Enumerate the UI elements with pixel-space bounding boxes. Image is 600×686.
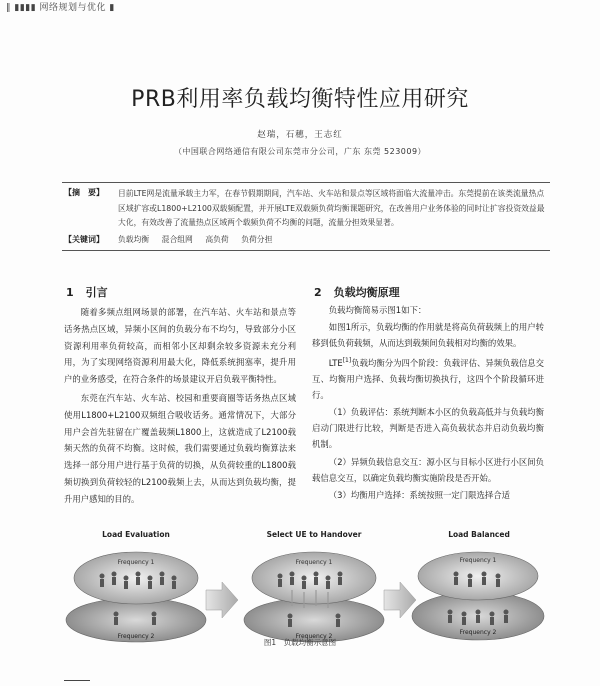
frequency2-label: Frequency 2 xyxy=(459,629,497,636)
paragraph: （2）异频负载信息交互：源小区与目标小区进行小区间负载信息交互，以确定负载均衡实施阶段是否开始。 xyxy=(312,456,544,483)
figure-diagram xyxy=(64,528,546,652)
section2-title: 负载均衡原理 xyxy=(333,286,400,299)
abstract-bottom-rule xyxy=(62,250,550,251)
frequency1-label: Frequency 1 xyxy=(295,559,333,566)
paragraph: 东莞在汽车站、火车站、校园和重要商圈等话务热点区域使用L1800+L2100双频组合吸收话务。通常情况下，大部分用户会首先驻留在广覆盖载频L1800上，这就造成了L2100载频天然的负荷不均衡。这时候，我们需要通过负载均衡算法来选择一部分用户进行基于负荷的切换，从负荷较重的L1800载频切换到负荷较轻的L2100载频上去，从而达到负载均衡，提升用户感知的目的。 xyxy=(64,392,296,504)
abstract-text: 目前LTE网是流量承载主力军，在春节假期期间，汽车站、火车站和景点等区域将面临大流量冲击。东莞提前在该类流量热点区域扩容或L1800+L2100双载频配置，并开展LTE双载频负荷均衡课题研究，在改善用户业务体验的同时让扩容投资效益最大化，有效改善了流量热点区域两个载频负荷不均衡的问题，流量分担效果显著。 xyxy=(118,189,545,227)
header-section-text: 网络规划与优化 xyxy=(39,3,107,13)
arrow-right-icon xyxy=(384,582,416,618)
keyword: 高负荷 xyxy=(205,235,229,244)
paragraph-text: 负载均衡分为四个阶段：负载评估、异频负载信息交互、均衡用户选择、负载均衡切换执行，这四个个阶段循环进行。 xyxy=(312,357,544,400)
panel-title-select-ue: Select UE to Handover xyxy=(266,530,362,539)
frequency1-label: Frequency 1 xyxy=(117,559,155,566)
paragraph: 如图1所示，负载均衡的作用就是将高负荷载频上的用户转移到低负荷载频，从而达到载频间负载相对均衡的效果。 xyxy=(312,322,544,349)
abstract-label: 【摘 要】 xyxy=(64,188,104,197)
keyword: 负荷分担 xyxy=(241,235,273,244)
paper-authors: 赵瑞，石穗，王志红 xyxy=(257,130,343,140)
panel-select-ue xyxy=(244,552,384,642)
keyword: 混合组网 xyxy=(161,235,193,244)
section2-heading xyxy=(314,284,400,300)
frequency2-label: Frequency 2 xyxy=(295,633,333,640)
frequency2-label: Frequency 2 xyxy=(117,633,155,640)
keyword: 负载均衡 xyxy=(118,235,150,244)
section1-number: 1 xyxy=(66,286,74,299)
panel-load-balanced xyxy=(412,552,544,640)
paper-affiliation: （中国联合网络通信有限公司东莞市分公司，广东 东莞 523009） xyxy=(173,147,427,156)
paragraph: 随着多频点组网场景的部署，在汽车站、火车站和景点等话务热点区域，异频小区间的负载分布不均匀，导致部分小区资源利用率负荷较高，而相邻小区却剩余较多资源未充分利用，为了实现网络资源利用最大化，降低系统拥塞率，提升用户的业务感受，在符合条件的场景建议开启负载平衡特性。 xyxy=(64,307,296,385)
keywords-label: 【关键词】 xyxy=(64,235,104,244)
arrow-right-icon xyxy=(206,582,238,618)
paragraph: （1）负载评估：系统判断本小区的负载高低并与负载均衡启动门限进行比较，判断是否进入高负载状态并启动负载均衡机制。 xyxy=(312,407,544,450)
section2-body xyxy=(312,302,544,503)
section1-title: 引言 xyxy=(85,286,108,299)
section1-body xyxy=(64,304,296,508)
section2-number: 2 xyxy=(314,286,322,299)
paper-title: PRB利用率负载均衡特性应用研究 xyxy=(131,87,469,112)
paragraph: LTE[1]负载均衡分为四个阶段：负载评估、异频负载信息交互、均衡用户选择、负载均衡切换执行，这四个个阶段循环进行。 xyxy=(312,356,544,400)
figure-load-balancing xyxy=(64,528,546,652)
paragraph: （3）均衡用户选择：系统按照一定门限选择合适 xyxy=(328,490,510,501)
abstract-top-rule xyxy=(62,182,550,183)
figure-caption: 图1 负载均衡示意图 xyxy=(263,638,337,647)
keywords-list xyxy=(118,234,282,245)
frequency1-label: Frequency 1 xyxy=(459,557,497,564)
section1-heading xyxy=(66,284,108,300)
paragraph: 负载均衡简易示图1如下： xyxy=(328,305,427,315)
panel-title-load-evaluation: Load Evaluation xyxy=(102,530,170,539)
panel-load-evaluation xyxy=(66,552,206,642)
journal-section-header: ‖ ▮▮▮▮ 网络规划与优化 ▮ xyxy=(6,3,115,13)
footer-rule xyxy=(64,680,90,681)
panel-title-load-balanced: Load Balanced xyxy=(448,530,510,539)
